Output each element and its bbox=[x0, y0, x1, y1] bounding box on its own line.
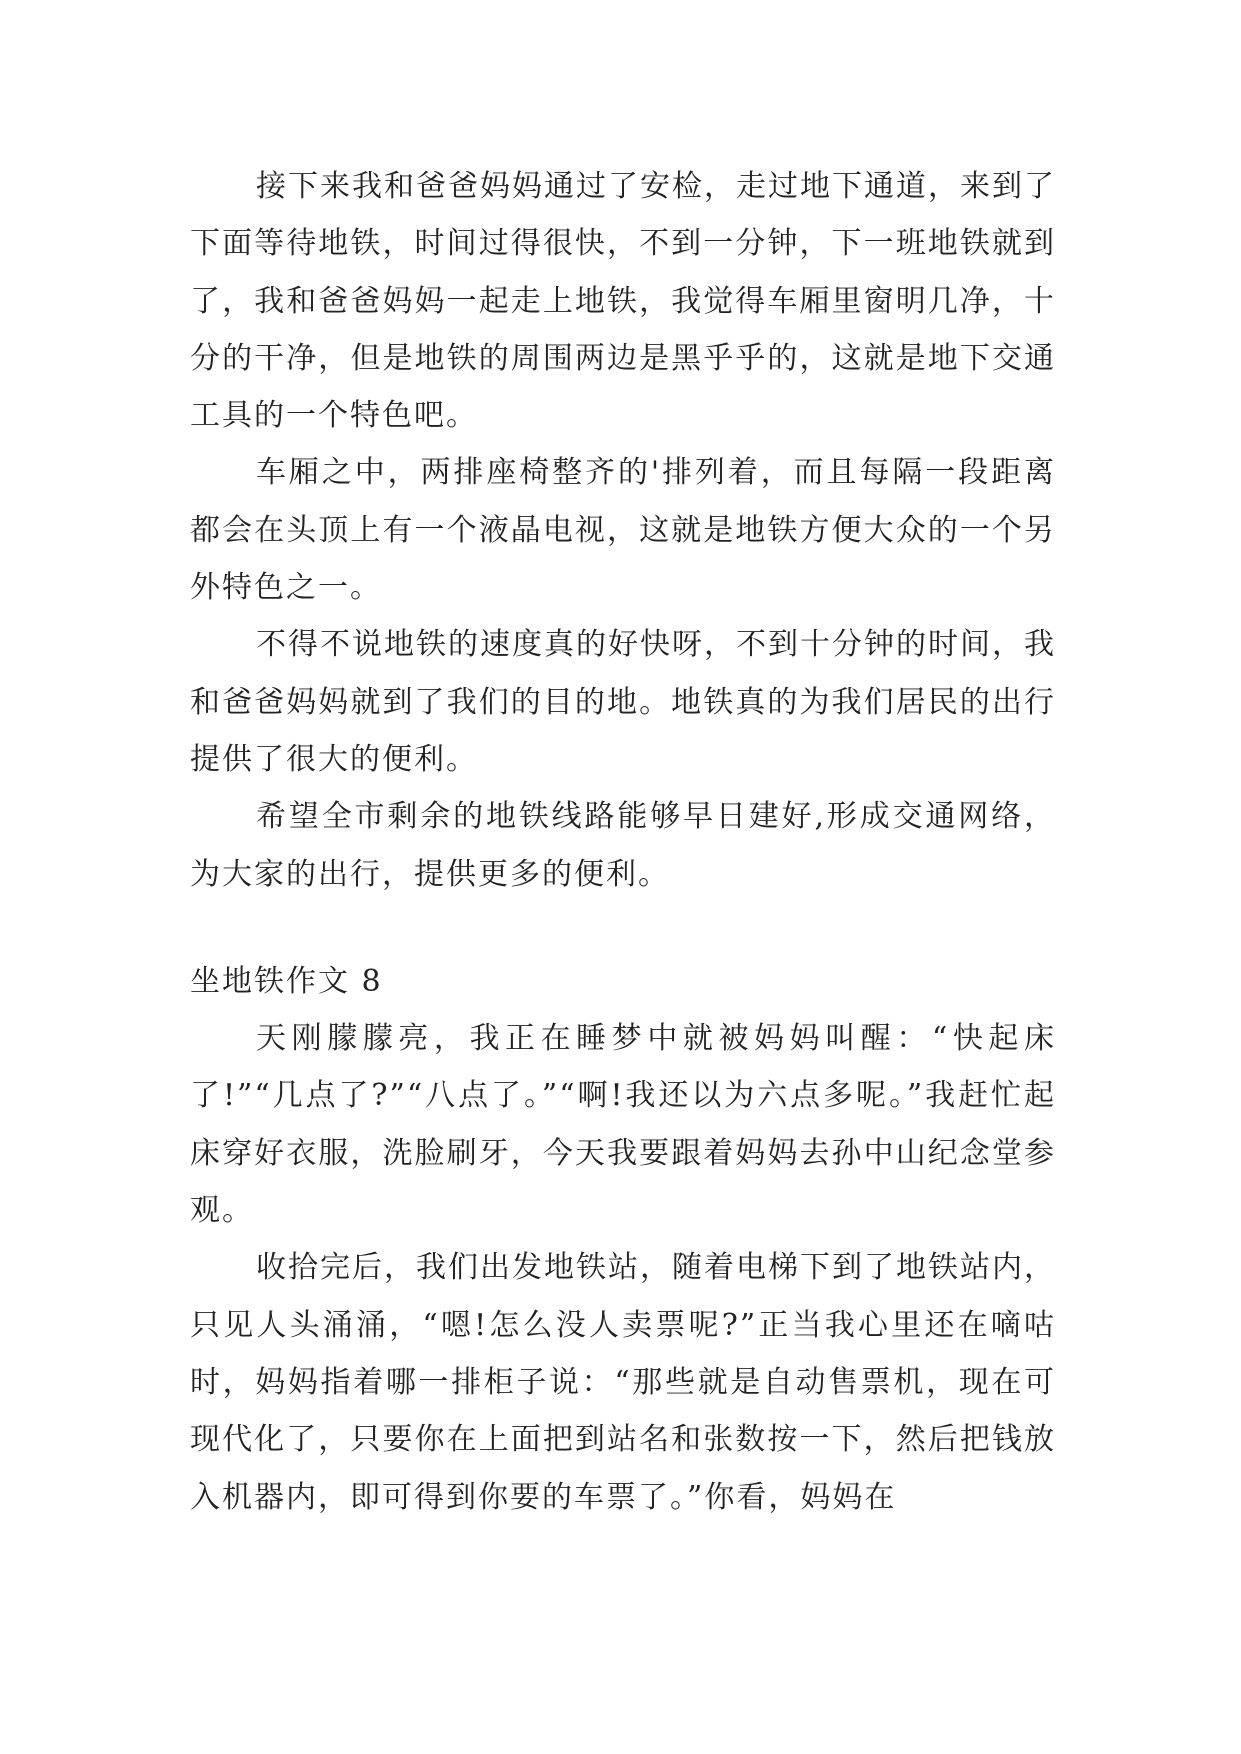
paragraph-morning-wakeup: 天刚朦朦亮，我正在睡梦中就被妈妈叫醒：“快起床了!”“几点了?”“八点了。”“啊!我还以为六点多呢。”我赶忙起床穿好衣服，洗脸刷牙，今天我要跟着妈妈去孙中山纪念堂参观。 bbox=[190, 1021, 1056, 1229]
paragraph-security-check: 接下来我和爸爸妈妈通过了安检，走过地下通道，来到了下面等待地铁，时间过得很快，不到一分钟，下一班地铁就到了，我和爸爸妈妈一起走上地铁，我觉得车厢里窗明几净，十分的干净，但是地铁的周围两边是黑乎乎的，这就是地下交通工具的一个特色吧。 bbox=[190, 169, 1056, 434]
paragraph-subway-speed: 不得不说地铁的速度真的好快呀，不到十分钟的时间，我和爸爸妈妈就到了我们的目的地。地铁真的为我们居民的出行提供了很大的便利。 bbox=[190, 627, 1056, 777]
paragraph-ticket-machine: 收拾完后，我们出发地铁站，随着电梯下到了地铁站内，只见人头涌涌，“嗯!怎么没人卖票呢?”正当我心里还在嘀咕时，妈妈指着哪一排柜子说：“那些就是自动售票机，现在可现代化了，只要你在上面把到站名和张数按一下，然后把钱放入机器内，即可得到你要的车票了。”你看，妈妈在 bbox=[190, 1250, 1056, 1515]
document-body bbox=[190, 158, 1056, 1526]
essay-heading: 坐地铁作文 8 bbox=[190, 963, 383, 999]
section-spacer bbox=[190, 903, 1056, 953]
paragraph-future-network: 希望全市剩余的地铁线路能够早日建好,形成交通网络，为大家的出行，提供更多的便利。 bbox=[190, 799, 1056, 892]
paragraph-carriage-seats: 车厢之中，两排座椅整齐的'排列着，而且每隔一段距离都会在头顶上有一个液晶电视，这就是地铁方便大众的一个另外特色之一。 bbox=[190, 455, 1056, 606]
